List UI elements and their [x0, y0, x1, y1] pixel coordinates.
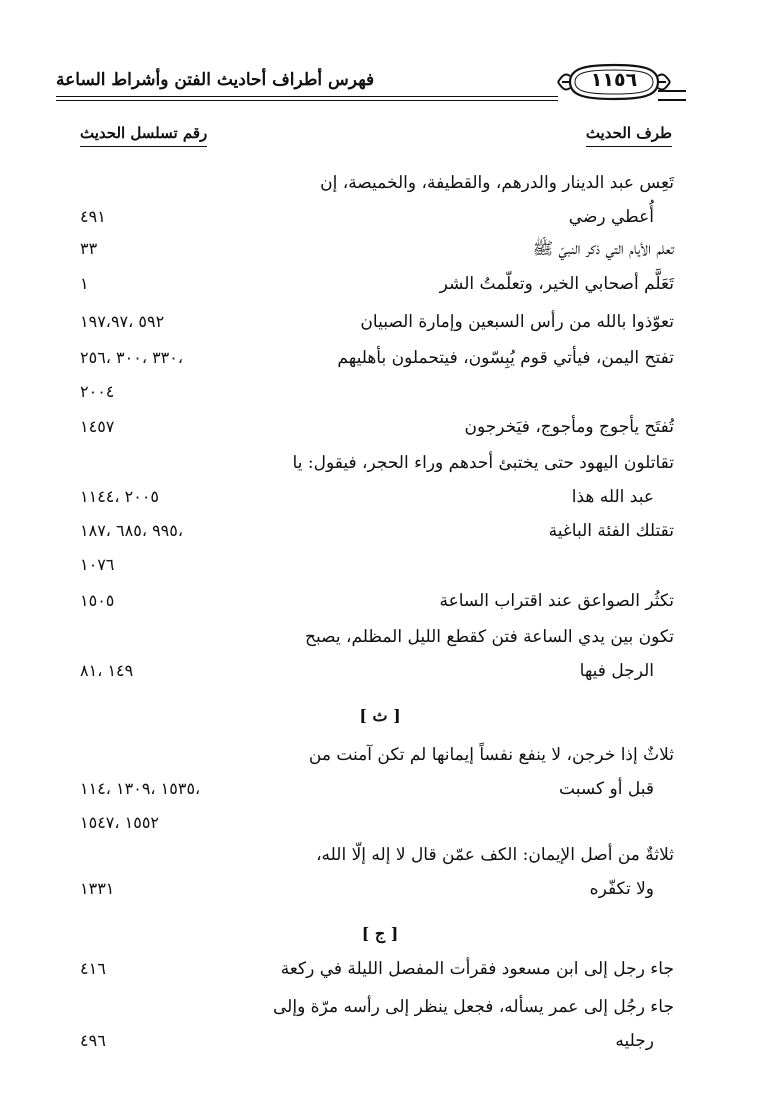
serial-line: ،٣٣٠ ،٣٠٠ ،٢٥٦	[80, 348, 184, 367]
column-header-underline	[80, 146, 207, 147]
serial-line: ٤٩١	[80, 207, 106, 226]
hadith-text-line: تعوّذوا بالله من رأس السبعين وإمارة الصبيان	[360, 312, 674, 332]
hadith-text-line: تعلم الأيام التي ذكر النبيّ ﷺ	[532, 239, 674, 259]
hadith-text-line: الرجل فيها	[579, 661, 654, 681]
serial-line: ٢٠٠٤	[80, 382, 115, 401]
serial-line: ١٠٧٦	[80, 555, 115, 574]
hadith-text-line: تقاتلون اليهود حتى يختبئ أحدهم وراء الحجر، فيقول: يا	[292, 453, 674, 473]
hadith-text-line: أُعطي رضي	[568, 207, 654, 227]
serial-line: ٤١٦	[80, 959, 106, 978]
column-header-serial-label: رقم تسلسل الحديث	[80, 124, 208, 142]
hadith-text-line: جاء رجل إلى ابن مسعود فقرأت المفصل الليلة في ركعة	[280, 959, 674, 979]
serial-line: ،٩٩٥ ،٦٨٥ ،١٨٧	[80, 521, 184, 540]
hadith-serial	[80, 305, 260, 339]
hadith-serial	[80, 514, 260, 582]
serial-line: ٥٩٢ ،١٩٧،٩٧	[80, 312, 165, 331]
serial-line: ١٥٠٥	[80, 591, 115, 610]
hadith-serial	[80, 872, 260, 906]
hadith-text-line: عبد الله هذا	[571, 487, 654, 507]
hadith-text-line: رجليه	[615, 1031, 654, 1051]
serial-line: ١٤٩ ،٨١	[80, 661, 134, 680]
hadith-text-line: تقتلك الفئة الباغية	[548, 521, 674, 541]
hadith-serial	[80, 952, 260, 986]
serial-line: ٤٩٦	[80, 1031, 106, 1050]
serial-line: ١٣٣١	[80, 879, 115, 898]
hadith-serial	[80, 772, 260, 840]
serial-line: ١	[80, 274, 89, 293]
hadith-text-line: جاء رجُل إلى عمر يسأله، فجعل ينظر إلى رأسه مرّة وإلى	[273, 997, 674, 1017]
header-rule	[56, 96, 558, 97]
hadith-text-line: تَعَلَّم أصحابي الخير، وتعلّمتُ الشر	[439, 274, 674, 294]
header-rule-thin	[56, 100, 558, 101]
serial-line: ،١٥٣٥ ،١٣٠٩ ،١١٤	[80, 779, 201, 798]
section-letter-heading: [ ث ]	[359, 706, 401, 725]
hadith-serial	[80, 200, 260, 234]
hadith-serial	[80, 584, 260, 618]
hadith-text-line: تُفتَح يأجوج ومأجوج، فيَخرجون	[464, 417, 674, 437]
hadith-text-line: تفتح اليمن، فيأتي قوم يُبِسّون، فيتحملون بأهليهم	[337, 348, 674, 368]
hadith-serial	[80, 341, 260, 409]
serial-line: ٢٠٠٥ ،١١٤٤	[80, 487, 159, 506]
column-header-hadith-label: طرف الحديث	[585, 124, 672, 142]
header-double-dash	[658, 90, 686, 101]
page-number: ١١٥٦	[590, 69, 638, 91]
hadith-text-line: ثلاثٌ إذا خرجن، لا ينفع نفساً إيمانها لم تكن آمنت من	[308, 745, 674, 765]
hadith-text-line: تكون بين يدي الساعة فتن كقطع الليل المظلم، يصبح	[305, 627, 674, 647]
hadith-serial	[80, 654, 260, 688]
hadith-text-line: ولا تكفّره	[589, 879, 654, 899]
serial-line: ١٤٥٧	[80, 417, 115, 436]
hadith-serial	[80, 480, 260, 514]
hadith-serial	[80, 267, 260, 301]
running-header	[56, 62, 688, 114]
hadith-serial	[80, 232, 260, 266]
hadith-text-line: ثلاثةٌ من أصل الإيمان: الكف عمّن قال لا إله إلّا الله،	[316, 845, 674, 865]
page-number-ornament	[556, 62, 672, 102]
hadith-text-line: تكثُر الصواعق عند اقتراب الساعة	[439, 591, 674, 611]
column-header-serial	[80, 124, 207, 147]
serial-line: ١٥٥٢ ،١٥٤٧	[80, 813, 159, 832]
column-header-underline	[586, 146, 672, 147]
hadith-serial	[80, 1024, 260, 1058]
hadith-text-line: قبل أو كسبت	[559, 779, 654, 799]
hadith-text-line: تَعِس عبد الدينار والدرهم، والقطيفة، والخميصة، إن	[320, 173, 674, 193]
serial-line: ٣٣	[80, 239, 98, 258]
column-header-hadith	[586, 124, 672, 147]
section-letter-heading: [ ج ]	[361, 924, 399, 943]
header-title: فهرس أطراف أحاديث الفتن وأشراط الساعة	[56, 70, 375, 90]
hadith-serial	[80, 410, 260, 444]
